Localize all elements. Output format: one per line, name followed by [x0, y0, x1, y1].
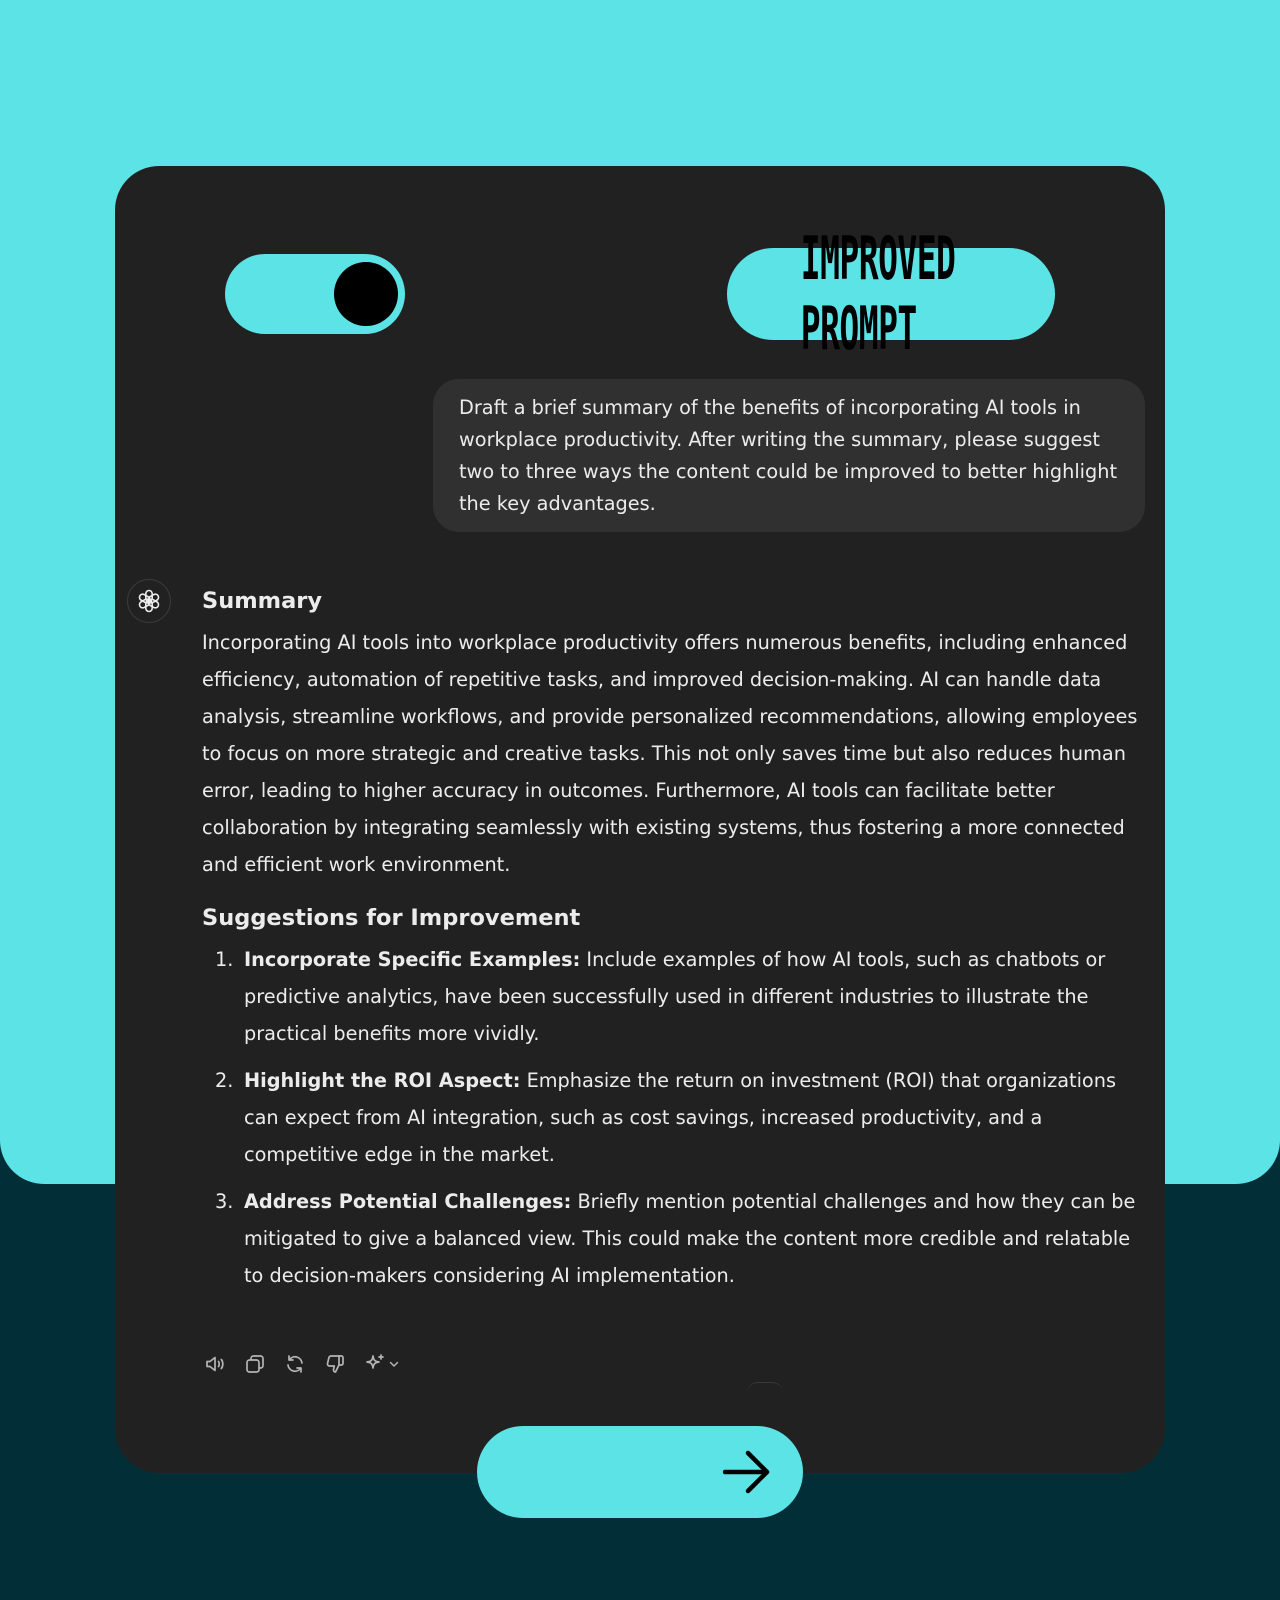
improved-prompt-label: IMPROVED PROMPT [800, 224, 956, 364]
regenerate-icon[interactable] [283, 1352, 307, 1376]
suggestions-list [202, 941, 1150, 1294]
improved-prompt-badge [727, 224, 1055, 364]
list-item-text: Include examples of how AI tools, such as chatbots or predictive analytics, have been successfully used in different industries to illustrate the practical benefits more vividly. [244, 948, 1106, 1045]
sparkle-icon[interactable] [363, 1352, 387, 1376]
toggle-knob[interactable] [334, 262, 398, 326]
chevron-down-icon[interactable] [388, 1358, 400, 1370]
list-item-number: 2. [215, 1069, 234, 1092]
speaker-icon[interactable] [203, 1352, 227, 1376]
user-message-text: Draft a brief summary of the benefits of incorporating AI tools in workplace productivity. After writing the summary, please suggest two to three ways the content could be improved to better highlight the key advantages. [459, 396, 1118, 515]
list-item-title: Highlight the ROI Aspect: [244, 1069, 521, 1092]
assistant-avatar [127, 579, 171, 623]
user-message-bubble [433, 379, 1145, 532]
list-item-text: Briefly mention potential challenges and how they can be mitigated to give a balanced view. This could make the content more credible and relatable to decision-makers considering AI implementation. [244, 1190, 1136, 1287]
message-actions [203, 1352, 400, 1376]
assistant-response [202, 579, 1150, 1304]
arrow-right-icon [723, 1449, 771, 1495]
list-item [202, 1062, 1150, 1173]
summary-paragraph: Incorporating AI tools into workplace productivity offers numerous benefits, including enhanced efficiency, automation of repetitive tasks, and improved decision-making. AI can handle data analysis, streamline workflows, and provide personalized recommendations, allowing employees to focus on more strategic and creative tasks. This not only saves time but also reduces human error, leading to higher accuracy in outcomes. Furthermore, AI tools can facilitate better collaboration by integrating seamlessly with existing systems, thus fostering a more connected and efficient work environment. [202, 631, 1138, 876]
chat-card [115, 166, 1165, 1473]
model-switcher[interactable] [363, 1352, 400, 1376]
toggle-switch[interactable] [225, 254, 405, 334]
summary-heading: Summary [202, 588, 323, 614]
suggestions-heading: Suggestions for Improvement [202, 905, 581, 931]
list-item [202, 1183, 1150, 1294]
list-item-text: Emphasize the return on investment (ROI) that organizations can expect from AI integration, such as cost savings, increased productivity, and a competitive edge in the market. [244, 1069, 1116, 1166]
copy-icon[interactable] [243, 1352, 267, 1376]
openai-logo-icon [136, 588, 162, 614]
next-button[interactable] [477, 1426, 803, 1518]
list-item [202, 941, 1150, 1052]
list-item-title: Address Potential Challenges: [244, 1190, 572, 1213]
list-item-number: 3. [215, 1190, 234, 1213]
list-item-title: Incorporate Specific Examples: [244, 948, 581, 971]
thumbs-down-icon[interactable] [323, 1352, 347, 1376]
list-item-number: 1. [215, 948, 234, 971]
scroll-down-hint [747, 1382, 783, 1393]
